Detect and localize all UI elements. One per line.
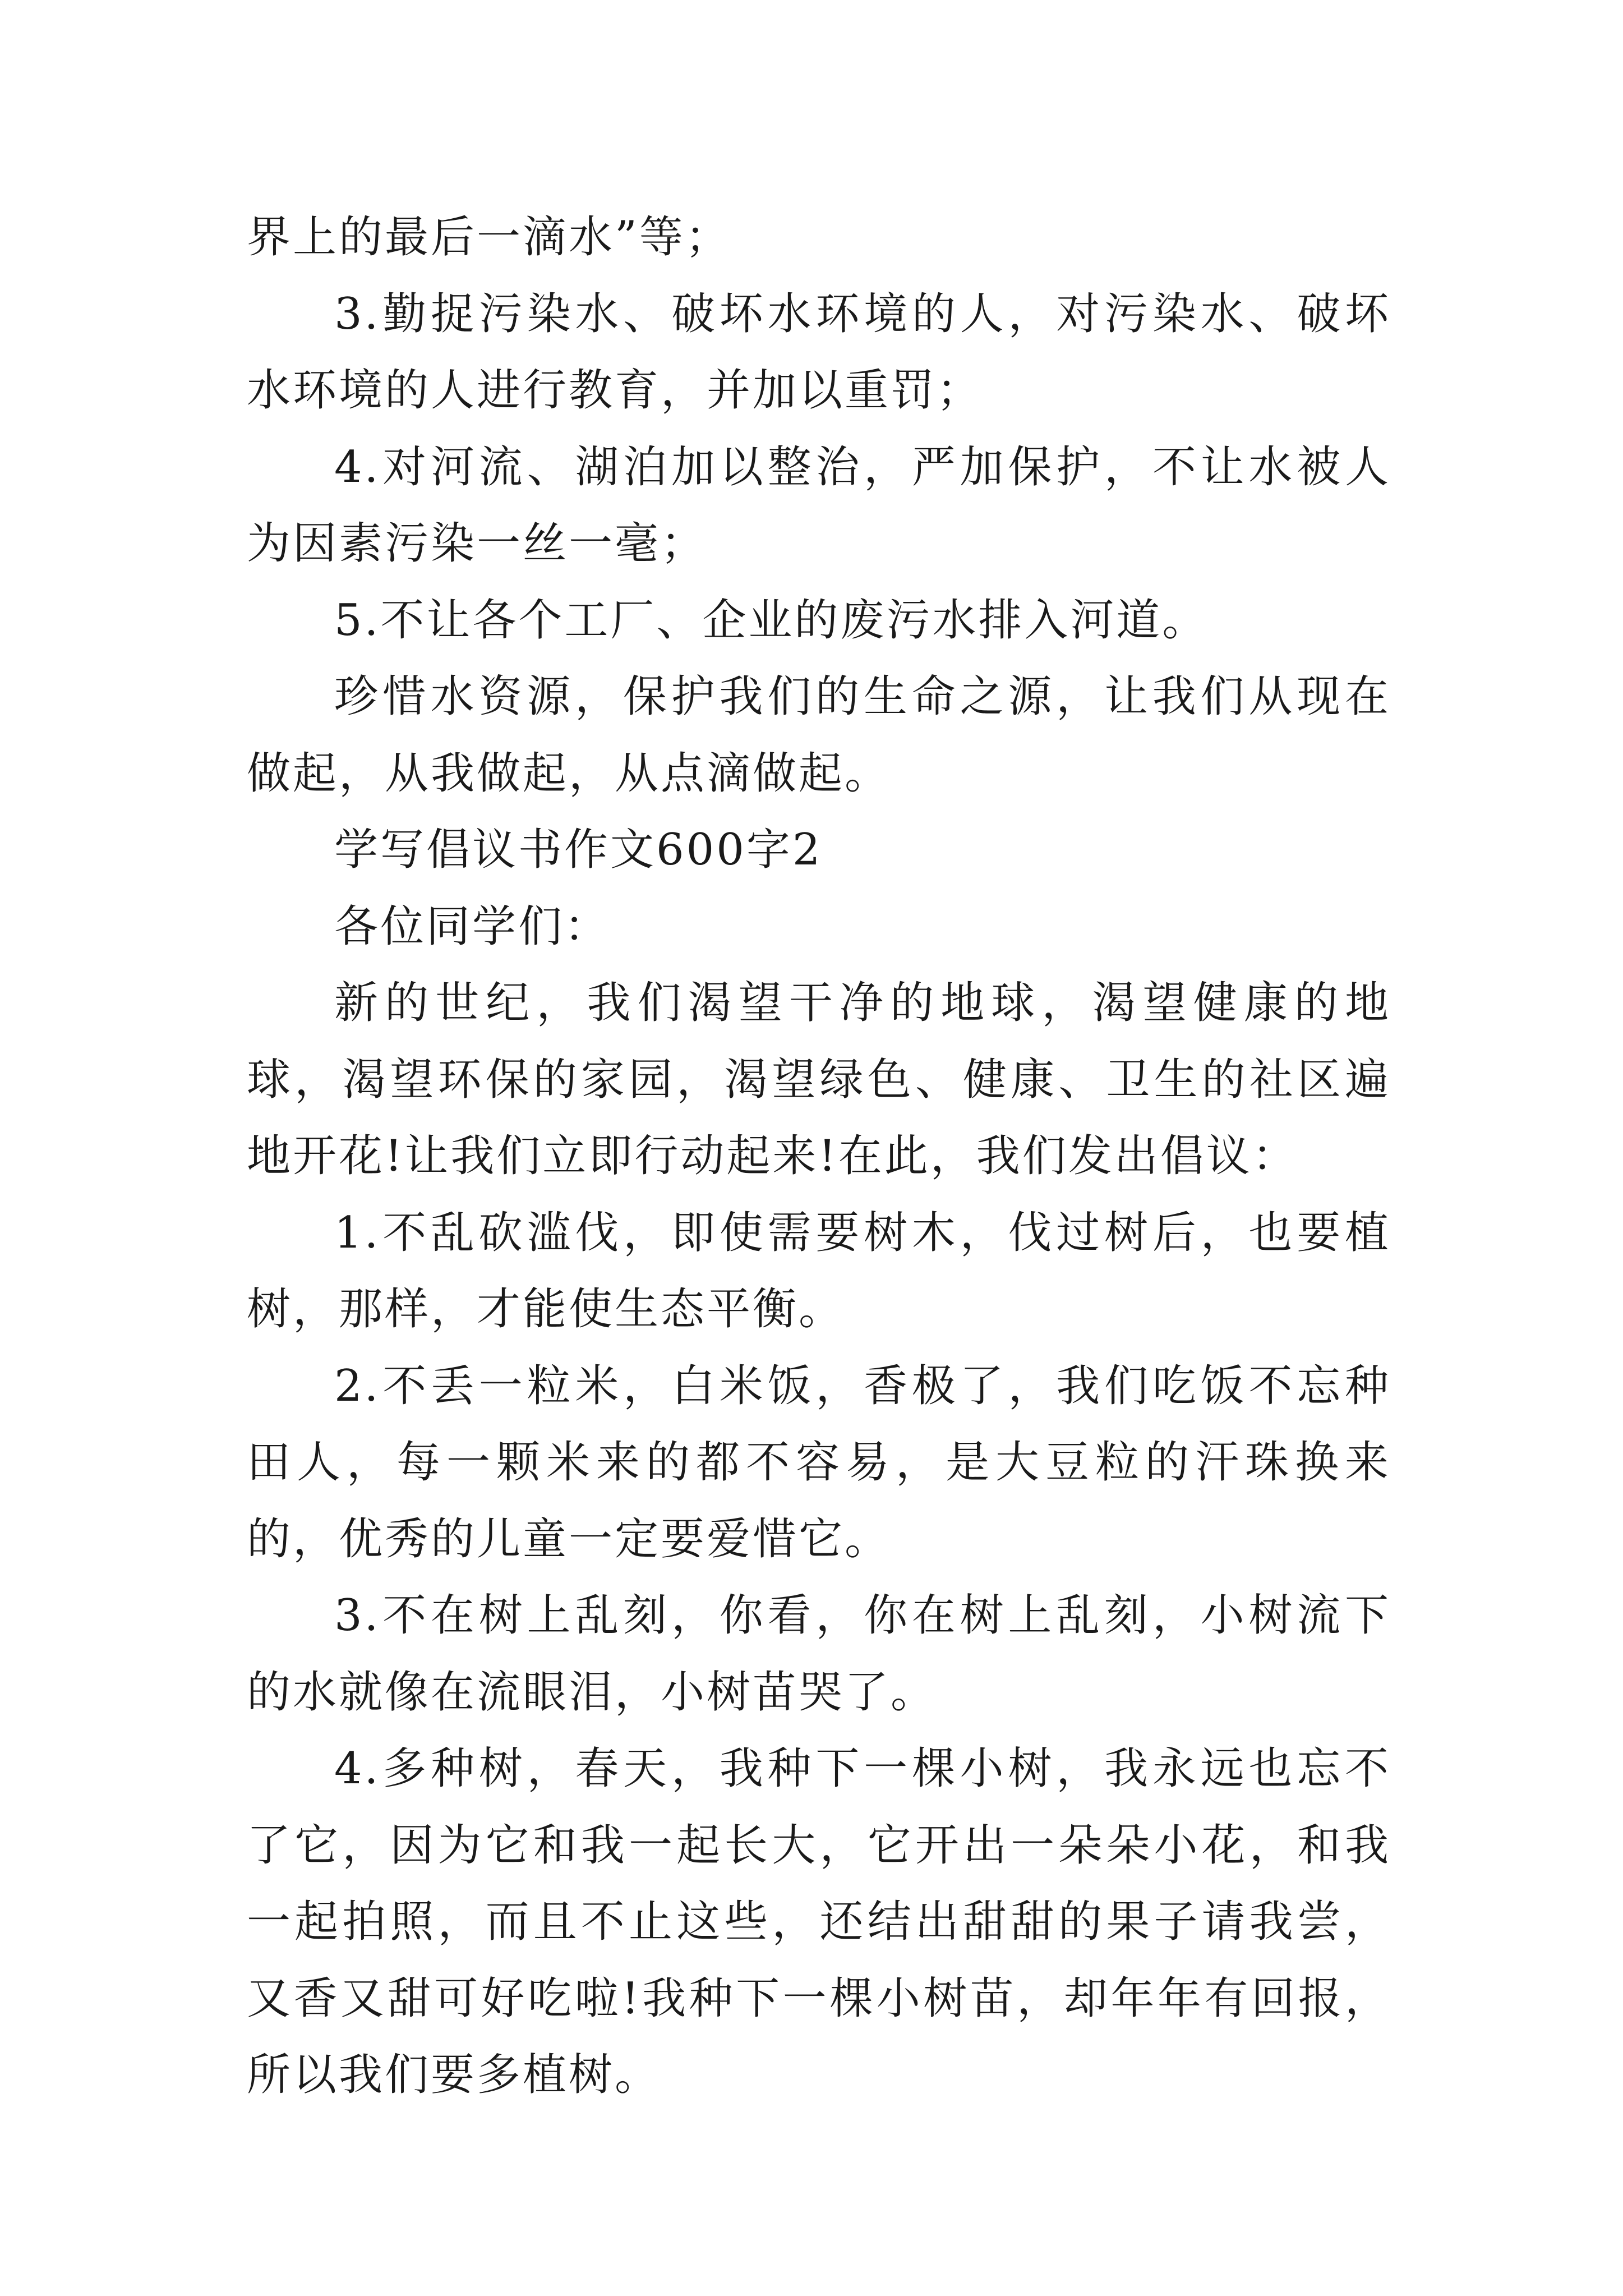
paragraph-intro: 新的世纪，我们渴望干净的地球，渴望健康的地球，渴望环保的家园，渴望绿色、健康、卫生的社区遍地开花!让我们立即行动起来!在此，我们发出倡议：	[247, 978, 1391, 1181]
paragraph-item-4-water: 4.对河流、湖泊加以整治，严加保护，不让水被人为因素污染一丝一毫；	[247, 441, 1391, 569]
essay-title: 学写倡议书作文600字2	[334, 825, 823, 875]
paragraph-item-3-water: 3.勤捉污染水、破坏水环境的人，对污染水、破坏水环境的人进行教育，并加以重罚；	[247, 288, 1391, 416]
paragraph-item-2: 2.不丢一粒米，白米饭，香极了，我们吃饭不忘种田人，每一颗米来的都不容易，是大豆粒的汗珠换来的，优秀的儿童一定要爱惜它。	[247, 1360, 1391, 1565]
paragraph-item-5-water: 5.不让各个工厂、企业的废污水排入河道。	[334, 595, 1209, 646]
paragraph-item-1: 1.不乱砍滥伐，即使需要树木，伐过树后，也要植树，那样，才能使生态平衡。	[247, 1207, 1391, 1335]
paragraph-item-3: 3.不在树上乱刻，你看，你在树上乱刻，小树流下的水就像在流眼泪，小树苗哭了。	[247, 1590, 1391, 1718]
paragraph-continuation: 界上的最后一滴水”等；	[247, 212, 731, 263]
salutation: 各位同学们：	[334, 901, 611, 952]
document-body	[247, 199, 1391, 2114]
paragraph-item-4: 4.多种树，春天，我种下一棵小树，我永远也忘不了它，因为它和我一起长大，它开出一朵朵小花，和我一起拍照，而且不止这些，还结出甜甜的果子请我尝，又香又甜可好吃啦!我种下一棵小树苗，却年年有回报，所以我们要多植树。	[247, 1743, 1391, 2100]
paragraph-closing: 珍惜水资源，保护我们的生命之源，让我们从现在做起，从我做起，从点滴做起。	[247, 671, 1391, 799]
